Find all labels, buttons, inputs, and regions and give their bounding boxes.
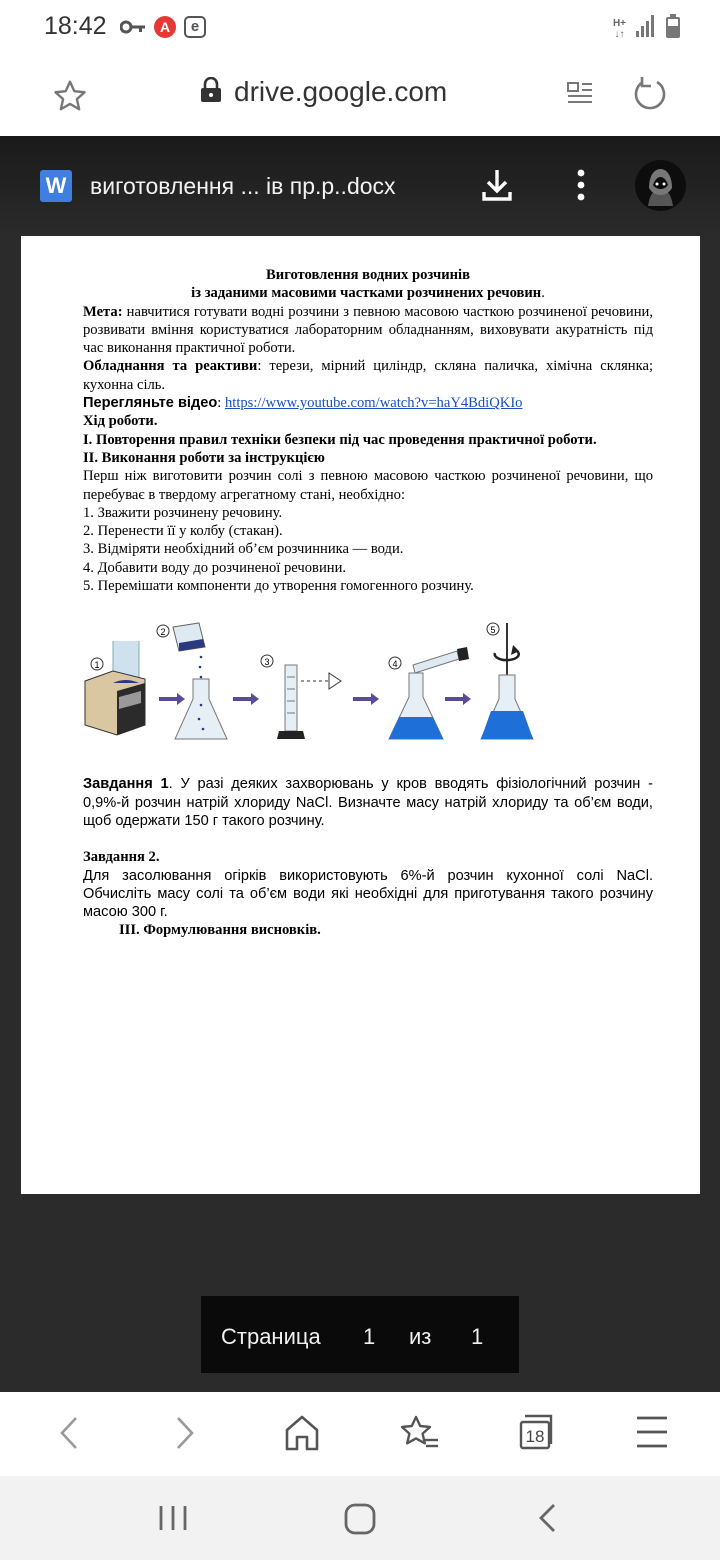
doc-title-dot: . bbox=[541, 285, 545, 302]
goal-label: Мета: bbox=[83, 303, 123, 320]
signal-icon bbox=[636, 15, 656, 42]
figure-number-2: 2 bbox=[160, 627, 166, 638]
address-field[interactable] bbox=[200, 76, 447, 108]
figure-number-3: 3 bbox=[264, 657, 270, 668]
home-icon[interactable] bbox=[284, 1414, 320, 1457]
step-item: 2. Перенести її у колбу (стакан). bbox=[83, 523, 283, 540]
task-2-label: Завдання 2. bbox=[83, 849, 160, 866]
video-link[interactable]: https://www.youtube.com/watch?v=haY4BdiQKIo bbox=[224, 395, 523, 412]
procedure-heading: Хід роботи. bbox=[83, 413, 158, 430]
network-type-label: H+ bbox=[612, 17, 626, 29]
download-icon[interactable] bbox=[481, 168, 513, 207]
doc-title-line2 bbox=[83, 284, 653, 302]
instructions-intro: Перш ніж виготовити розчин солі з певною масовою часткою розчиненої речовини, що перебуває в твердому агрегатному стані, необхідно: bbox=[83, 468, 653, 503]
procedure-illustration bbox=[83, 621, 653, 755]
goal-paragraph bbox=[83, 303, 653, 358]
home-nav-icon[interactable] bbox=[344, 1503, 376, 1540]
section-1-heading: І. Повторення правил техніки безпеки під час проведення практичної роботи. bbox=[83, 431, 597, 448]
task-1-text: . У разі деяких захворювань у кров вводять фізіологічний розчин - 0,9%-й розчин натрій хлориду NaCl. Визначте масу натрій хлориду та об’єм води, щоб одержати 150 г такого розчину. bbox=[83, 776, 653, 829]
network-activity-label: ↓↑ bbox=[614, 28, 625, 40]
tabs-count: 18 bbox=[525, 1427, 545, 1446]
reader-mode-icon[interactable] bbox=[566, 80, 594, 113]
goal-text: навчитися готувати водні розчини з певною масовою часткою розчиненої речовини, розвивати вміння користуватися лабораторним обладнанням, виховувати акуратність під час виконання практичної роботи. bbox=[83, 303, 653, 357]
refresh-icon[interactable] bbox=[633, 76, 667, 117]
key-icon bbox=[120, 20, 146, 34]
more-options-icon[interactable] bbox=[570, 168, 592, 207]
back-nav-icon[interactable] bbox=[536, 1502, 558, 1539]
tabs-button[interactable] bbox=[519, 1412, 555, 1457]
pager-total: 1 bbox=[471, 1324, 484, 1349]
step-item: 3. Відміряти необхідний об’єм розчинника — води. bbox=[83, 541, 404, 558]
status-bar bbox=[0, 0, 720, 56]
pager-current: 1 bbox=[363, 1324, 376, 1349]
equipment-paragraph bbox=[83, 357, 653, 394]
doc-title-line2-text: із заданими масовими частками розчинених речовин bbox=[191, 285, 542, 302]
video-colon: : bbox=[217, 395, 225, 412]
step-item: 4. Добавити воду до розчиненої речовини. bbox=[83, 559, 347, 576]
network-type-icon bbox=[613, 18, 626, 40]
menu-icon[interactable] bbox=[637, 1414, 667, 1455]
page-indicator bbox=[201, 1296, 519, 1373]
browser-bottom-bar bbox=[0, 1392, 720, 1476]
forward-icon[interactable] bbox=[172, 1414, 198, 1457]
equipment-label: Обладнання та реактиви bbox=[83, 358, 258, 375]
file-name: виготовлення ... ів пр.р..docx bbox=[90, 173, 396, 199]
status-icons-left bbox=[120, 14, 206, 40]
system-navigation-bar bbox=[0, 1476, 720, 1560]
section-2-heading: ІІ. Виконання роботи за інструкцією bbox=[83, 449, 325, 466]
status-time: 18:42 bbox=[44, 12, 107, 40]
video-paragraph bbox=[83, 394, 653, 412]
figure-number-5: 5 bbox=[490, 625, 496, 636]
back-icon[interactable] bbox=[56, 1414, 82, 1457]
recent-apps-icon[interactable] bbox=[158, 1504, 188, 1537]
document-page bbox=[21, 236, 700, 1194]
pager-separator: из bbox=[409, 1324, 432, 1349]
status-icons-right bbox=[613, 14, 680, 43]
bookmark-star-icon[interactable] bbox=[52, 78, 88, 119]
task-1-label: Завдання 1 bbox=[83, 776, 169, 793]
drive-viewer bbox=[0, 136, 720, 1392]
equipment-text: : терези, мірний циліндр, скляна паличка, хімічна склянка; кухонна сіль. bbox=[83, 358, 654, 393]
document-body bbox=[83, 266, 653, 940]
notification-a-icon: A bbox=[154, 16, 176, 38]
notification-e-icon: e bbox=[184, 16, 206, 38]
pager-label: Страница bbox=[221, 1324, 321, 1349]
url-text: drive.google.com bbox=[234, 76, 448, 107]
lock-icon bbox=[200, 77, 222, 108]
battery-icon bbox=[666, 14, 680, 43]
figure-number-1: 1 bbox=[94, 660, 100, 671]
conclusions-heading: ІІІ. Формулювання висновків. bbox=[119, 922, 321, 939]
bookmarks-icon[interactable] bbox=[400, 1414, 440, 1457]
browser-url-bar bbox=[0, 56, 720, 136]
avatar[interactable] bbox=[635, 160, 686, 211]
video-label: Перегляньте відео bbox=[83, 395, 218, 412]
figure-number-4: 4 bbox=[392, 659, 398, 670]
viewer-header bbox=[0, 136, 720, 236]
word-file-icon: W bbox=[40, 170, 72, 202]
task-1 bbox=[83, 775, 653, 830]
doc-title-line1: Виготовлення водних розчинів bbox=[266, 267, 470, 283]
step-item: 5. Перемішати компоненти до утворення гомогенного розчину. bbox=[83, 578, 474, 595]
task-2-text: Для засолювання огірків використовують 6%-й розчин кухонної солі NaCl. Обчисліть масу солі та об’єм води які необхідні для приготування такого розчину масою 300 г. bbox=[83, 867, 653, 921]
step-item: 1. Зважити розчинену речовину. bbox=[83, 504, 283, 521]
